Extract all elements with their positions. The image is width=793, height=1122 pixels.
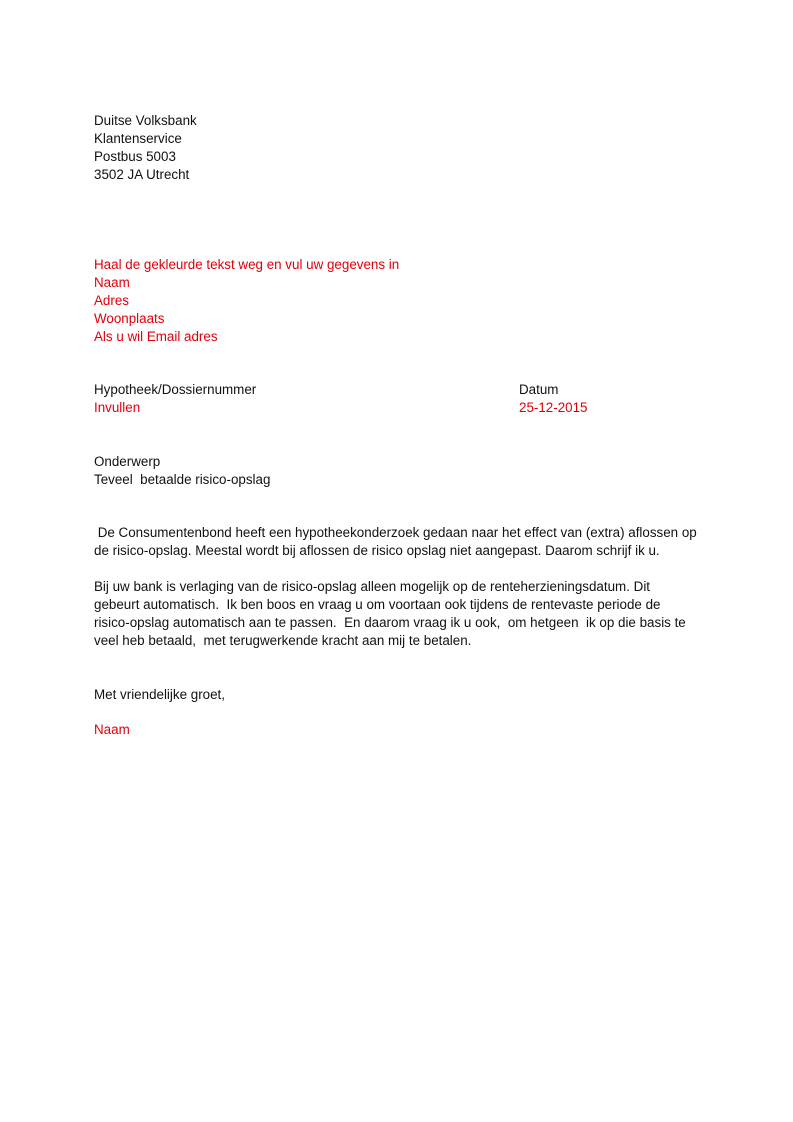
- reference-label: Hypotheek/Dossiernummer: [94, 382, 257, 397]
- date-value: 25-12-2015: [519, 400, 588, 415]
- subject-value: Teveel betaalde risico-opslag: [94, 472, 271, 487]
- body-paragraph2-line4: veel heb betaald, met terugwerkende kracht aan mij te betalen.: [94, 633, 472, 648]
- sender-name: Naam: [94, 275, 130, 290]
- closing-greeting: Met vriendelijke groet,: [94, 687, 225, 702]
- date-label: Datum: [519, 382, 559, 397]
- recipient-city: 3502 JA Utrecht: [94, 167, 190, 182]
- body-paragraph2-line3: risico-opslag automatisch aan te passen. En daarom vraag ik u ook, om hetgeen ik op die basis te: [94, 615, 686, 630]
- sender-address: Adres: [94, 293, 129, 308]
- sender-instruction: Haal de gekleurde tekst weg en vul uw gegevens in: [94, 257, 400, 272]
- body-paragraph2-line2: gebeurt automatisch. Ik ben boos en vraag u om voortaan ook tijdens de rentevaste periode de: [94, 597, 661, 612]
- recipient-department: Klantenservice: [94, 131, 182, 146]
- recipient-address: Postbus 5003: [94, 149, 176, 164]
- body-paragraph1-line1: De Consumentenbond heeft een hypotheekonderzoek gedaan naar het effect van (extra) aflossen op: [94, 525, 697, 540]
- subject-label: Onderwerp: [94, 454, 161, 469]
- body-paragraph1-line2: de risico-opslag. Meestal wordt bij aflossen de risico opslag niet aangepast. Daarom schrijf ik u.: [94, 543, 660, 558]
- closing-name: Naam: [94, 722, 130, 737]
- sender-email: Als u wil Email adres: [94, 329, 218, 344]
- body-paragraph2-line1: Bij uw bank is verlaging van de risico-opslag alleen mogelijk op de renteherzieningsdatum. Dit: [94, 579, 651, 594]
- recipient-name: Duitse Volksbank: [94, 113, 197, 128]
- reference-value: Invullen: [94, 400, 141, 415]
- sender-city: Woonplaats: [94, 311, 165, 326]
